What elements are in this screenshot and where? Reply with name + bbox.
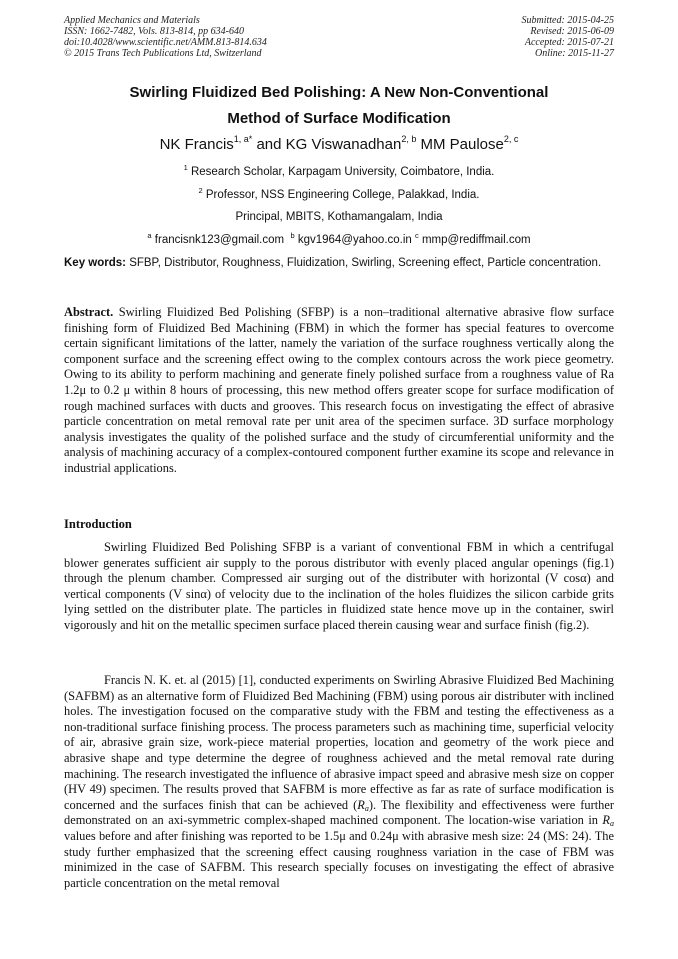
ra-symbol-2-subscript: a [610,819,614,829]
introduction-paragraph-1: Swirling Fluidized Bed Polishing SFBP is a variant of conventional FBM in which a centrifugal blower generates sufficient air supply to the porous distributor with evenly placed angular openings (fig.1) through the plenum chamber. Compressed air surging out of the distributer with horizontal (V cosα) and vertical components (V sinα) of velocity due to the inclination of the holes fluidizes the silicon carbide grits lying settled on the distributer plate. The particles in fluidized state hence move up in the container, swirl vigorously and hit on the metallic specimen surface placed therein causing wear and surface finish (fig.2). [64,540,614,632]
author-3-superscript: 2, c [503,134,519,144]
abstract-label: Abstract. [64,305,114,319]
affiliation-1 [64,161,614,184]
online-date: Online: 2015-11-27 [535,48,614,59]
email-c-superscript: c [415,230,419,240]
issn-line: ISSN: 1662-7482, Vols. 813-814, pp 634-640 [64,26,244,37]
email-b[interactable]: kgv1964@yahoo.co.in [294,233,412,246]
ra-symbol-1-subscript: a [364,803,369,813]
ra-symbol-1-main: R [357,797,365,812]
email-a-superscript: a [147,230,152,240]
paragraph-2-part-3: values before and after finishing was reported to be 1.5μ and 0.24μ with abrasive mesh size: 24 (MS: 24). The study further emphasized that the screening effect causing roughness variation in the case of FBM was minimized in the case of SAFBM. This research specially focuses on investigating the effect of abrasive particle concentration on the metal removal [64,828,614,890]
author-1-superscript: 1, a* [233,134,253,144]
doi-line: doi:10.4028/www.scientific.net/AMM.813-814.634 [64,37,267,48]
affiliation-3: Principal, MBITS, Kothamangalam, India [235,211,443,223]
introduction-paragraph-2 [64,673,614,891]
paragraph-2-part-1: Francis N. K. et. al (2015) [1], conducted experiments on Swirling Abrasive Fluidized Bed Machining (SAFBM) as an alternative form of Fluidized Bed Machining (FBM) using porous air distributer with inclined holes. The investigation focused on the comparative study with the FBM and testing the effectiveness as a non-traditional surface finishing process. The process parameters such as machining time, superficial velocity of air, abrasive grain size, work-piece material properties, location and geometry of the work piece and abrasive shape and type determine the degree of roughness achieved and the metal removal rate during machining. The research investigated the influence of abrasive impact speed and abrasive mesh size on copper (HV 49) specimen. The results proved that SAFBM is more effective as far as rate of surface modification is concerned and the surfaces finish that can be achieved ( [64,673,614,812]
introduction-heading: Introduction [64,517,132,531]
accepted-date: Accepted: 2015-07-21 [524,37,614,48]
revised-date: Revised: 2015-06-09 [530,26,614,37]
paper-title [64,80,614,132]
title-line-1: Swirling Fluidized Bed Polishing: A New Non-Conventional [129,84,549,101]
author-2-superscript: 2, b [401,134,417,144]
author-conjunction: and [252,136,286,153]
affiliation-1-superscript: 1 [183,163,188,172]
author-1-name: NK Francis [159,136,234,153]
email-a[interactable]: francisnk123@gmail.com [151,233,285,246]
ra-symbol-2-main: R [602,813,610,828]
affiliation-2 [64,184,614,207]
keywords-section [64,256,614,271]
journal-info [64,15,267,59]
affiliation-2-superscript: 2 [198,185,203,195]
abstract-text: Swirling Fluidized Bed Polishing (SFBP) is a non–traditional alternative abrasive flow surface finishing form of Fluidized Bed Machining (FBM) in which the former has special features to overcome certain significant limitations of the latter, namely the variation of the surface roughness vertically along the component surface and the screening effect owing to the complex contours across the work piece geometry. Owing to its ability to perform machining and generate finely polished surface from a roughness value of Ra 1.2μ to 0.2 μ within 8 hours of processing, this new method offers greater scope for surface modification of rough machined surfaces with ducts and grooves. This research focus on investigating the effect of abrasive particle concentration on metal removal rate per unit area of the specimen surface. 3D surface morphology analysis investigates the quality of the polished surface and the study of circumferential uniformity and the analysis of machining accuracy of a complex-contoured component further examine its scope and relevance in industrial applications. [64,305,614,475]
author-2-name: KG Viswanadhan [285,136,402,153]
ra-symbol-2 [602,813,614,827]
title-line-2: Method of Surface Modification [227,110,451,127]
keywords-label: Key words: [64,257,126,269]
publication-dates [522,15,615,59]
email-b-superscript: b [290,230,295,240]
submitted-date: Submitted: 2015-04-25 [521,15,614,26]
affiliation-2-text: Professor, NSS Engineering College, Palakkad, India. [202,188,480,201]
journal-name: Applied Mechanics and Materials [64,15,200,26]
ra-symbol-1 [357,798,369,812]
affiliations [64,161,614,251]
paragraph-2-part-2: ). The flexibility and effectiveness were further demonstrated on an axi-symmetric complex-shaped machined component. The location-wise variation in [64,797,614,828]
keywords-text: SFBP, Distributor, Roughness, Fluidization, Swirling, Screening effect, Particle concentration. [126,257,602,269]
author-3-name: MM Paulose [416,136,504,153]
author-list [64,135,614,155]
affiliation-1-text: Research Scholar, Karpagam University, Coimbatore, India. [187,166,495,178]
copyright-line: © 2015 Trans Tech Publications Ltd, Switzerland [64,48,262,59]
abstract-section [64,305,614,477]
email-c[interactable]: mmp@rediffmail.com [418,233,531,246]
email-line [64,229,614,252]
